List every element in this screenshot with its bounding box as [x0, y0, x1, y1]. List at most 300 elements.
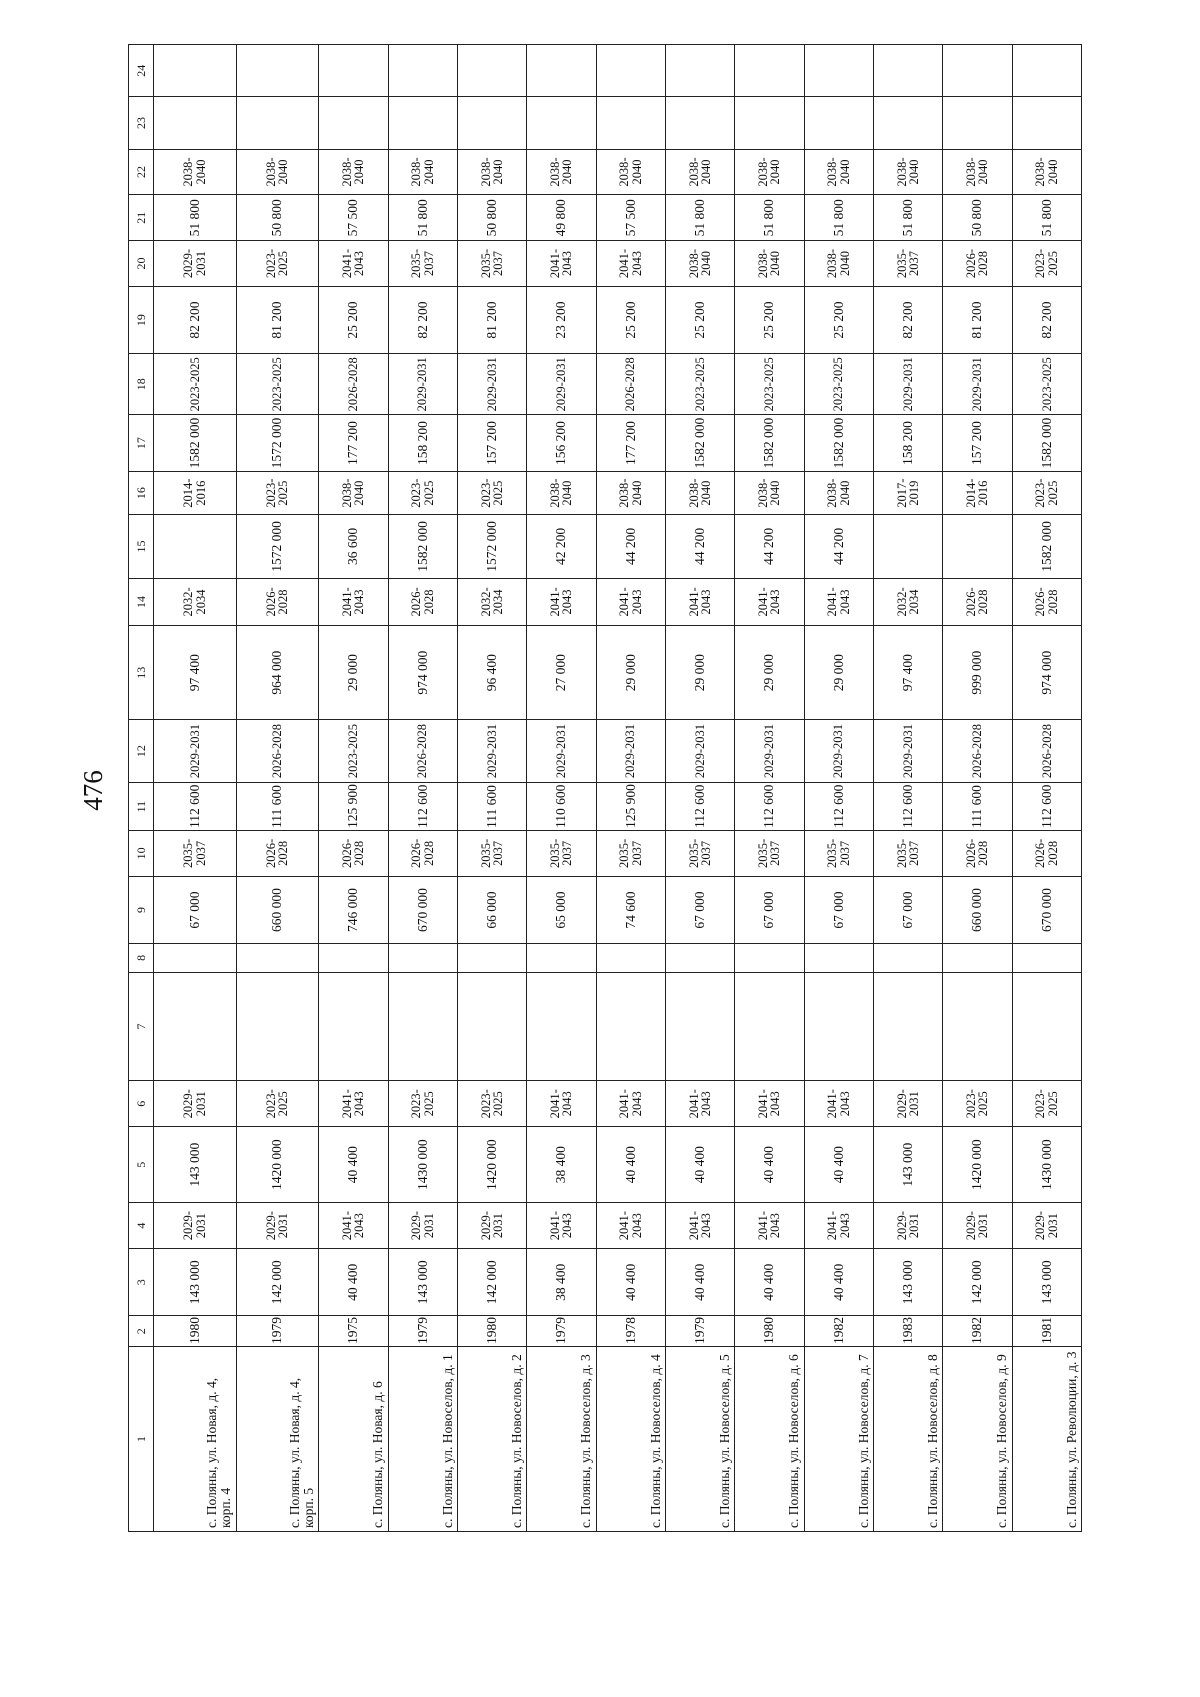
address-cell: с. Поляны, ул. Новоселов, д. 2	[457, 1346, 526, 1531]
value-cell	[388, 97, 457, 149]
period-cell: 2026-2028	[943, 241, 1012, 287]
value-cell	[527, 97, 596, 149]
value-cell: 29 000	[596, 626, 665, 720]
value-cell: 111 600	[236, 783, 319, 831]
value-cell: 143 000	[154, 1127, 237, 1203]
period-cell: 2038-2040	[735, 471, 804, 515]
address-cell: с. Поляны, ул. Новоселов, д. 4	[596, 1346, 665, 1531]
year-cell: 1982	[943, 1316, 1012, 1346]
period-cell: 2023-2025	[236, 1081, 319, 1127]
value-cell: 67 000	[154, 876, 237, 943]
period-cell: 2026-2028	[596, 354, 665, 415]
column-number-header: 8	[129, 944, 154, 972]
period-cell: 2035-2037	[154, 831, 237, 877]
value-cell	[236, 97, 319, 149]
value-cell: 143 000	[873, 1249, 942, 1316]
value-cell: 40 400	[596, 1127, 665, 1203]
value-cell: 40 400	[665, 1249, 734, 1316]
value-cell: 44 200	[596, 515, 665, 578]
period-cell: 2038-2040	[388, 149, 457, 195]
value-cell: 40 400	[735, 1249, 804, 1316]
period-cell: 2026-2028	[388, 578, 457, 626]
period-cell: 2035-2037	[735, 831, 804, 877]
value-cell	[596, 45, 665, 97]
value-cell: 51 800	[873, 195, 942, 241]
value-cell: 51 800	[735, 195, 804, 241]
period-cell: 2029-2031	[388, 1203, 457, 1249]
column-number-header: 18	[129, 354, 154, 415]
period-cell: 2038-2040	[236, 149, 319, 195]
period-cell: 2023-2025	[388, 1081, 457, 1127]
value-cell	[665, 972, 734, 1081]
value-cell	[943, 97, 1012, 149]
column-number-header: 22	[129, 149, 154, 195]
value-cell: 111 600	[457, 783, 526, 831]
value-cell: 1572 000	[236, 515, 319, 578]
value-cell	[457, 45, 526, 97]
address-cell: с. Поляны, ул. Революции, д. 3	[1012, 1346, 1081, 1531]
value-cell: 38 400	[527, 1127, 596, 1203]
value-cell	[154, 972, 237, 1081]
value-cell: 57 500	[319, 195, 388, 241]
column-number-header: 4	[129, 1203, 154, 1249]
period-cell: 2035-2037	[457, 241, 526, 287]
period-cell: 2023-2025	[804, 354, 873, 415]
address-cell: с. Поляны, ул. Новая, д. 6	[319, 1346, 388, 1531]
period-cell: 2032-2034	[154, 578, 237, 626]
value-cell: 40 400	[319, 1249, 388, 1316]
period-cell: 2041-2043	[527, 241, 596, 287]
value-cell	[388, 944, 457, 972]
period-cell: 2041-2043	[804, 1081, 873, 1127]
value-cell	[873, 515, 942, 578]
table-row	[1012, 45, 1081, 1532]
value-cell: 974 000	[388, 626, 457, 720]
period-cell: 2041-2043	[527, 1081, 596, 1127]
value-cell: 25 200	[735, 286, 804, 353]
value-cell: 40 400	[596, 1249, 665, 1316]
period-cell: 2023-2025	[236, 241, 319, 287]
period-cell: 2023-2025	[665, 354, 734, 415]
value-cell: 40 400	[319, 1127, 388, 1203]
value-cell	[154, 515, 237, 578]
value-cell: 670 000	[388, 876, 457, 943]
period-cell: 2041-2043	[804, 1203, 873, 1249]
value-cell: 82 200	[388, 286, 457, 353]
value-cell: 51 800	[154, 195, 237, 241]
value-cell	[943, 944, 1012, 972]
value-cell: 65 000	[527, 876, 596, 943]
value-cell	[388, 972, 457, 1081]
period-cell: 2035-2037	[388, 241, 457, 287]
period-cell: 2041-2043	[319, 578, 388, 626]
value-cell: 42 200	[527, 515, 596, 578]
year-cell: 1982	[804, 1316, 873, 1346]
value-cell: 44 200	[665, 515, 734, 578]
value-cell	[804, 972, 873, 1081]
value-cell: 97 400	[873, 626, 942, 720]
period-cell: 2032-2034	[873, 578, 942, 626]
column-number-header: 20	[129, 241, 154, 287]
address-cell: с. Поляны, ул. Новоселов, д. 8	[873, 1346, 942, 1531]
rotated-table-frame	[128, 44, 1082, 1532]
period-cell: 2014-2016	[154, 471, 237, 515]
address-cell: с. Поляны, ул. Новая, д. 4, корп. 4	[154, 1346, 237, 1531]
value-cell	[596, 97, 665, 149]
table-row	[596, 45, 665, 1532]
column-number-header: 2	[129, 1316, 154, 1346]
value-cell	[873, 944, 942, 972]
value-cell	[457, 97, 526, 149]
period-cell: 2035-2037	[804, 831, 873, 877]
value-cell: 112 600	[804, 783, 873, 831]
period-cell: 2029-2031	[457, 354, 526, 415]
period-cell: 2029-2031	[527, 354, 596, 415]
period-cell: 2026-2028	[943, 720, 1012, 783]
period-cell: 2023-2025	[457, 1081, 526, 1127]
column-number-header: 24	[129, 45, 154, 97]
period-cell: 2026-2028	[319, 354, 388, 415]
column-number-header: 19	[129, 286, 154, 353]
value-cell	[1012, 972, 1081, 1081]
value-cell: 110 600	[527, 783, 596, 831]
value-cell: 143 000	[1012, 1249, 1081, 1316]
value-cell: 74 600	[596, 876, 665, 943]
value-cell	[1012, 944, 1081, 972]
value-cell: 1420 000	[457, 1127, 526, 1203]
year-cell: 1979	[236, 1316, 319, 1346]
period-cell: 2041-2043	[596, 578, 665, 626]
value-cell: 29 000	[319, 626, 388, 720]
period-cell: 2038-2040	[154, 149, 237, 195]
value-cell	[804, 944, 873, 972]
period-cell: 2041-2043	[665, 1203, 734, 1249]
value-cell: 40 400	[804, 1249, 873, 1316]
value-cell	[735, 97, 804, 149]
period-cell: 2026-2028	[319, 831, 388, 877]
period-cell: 2041-2043	[319, 1203, 388, 1249]
value-cell	[665, 944, 734, 972]
value-cell: 25 200	[596, 286, 665, 353]
value-cell	[943, 515, 1012, 578]
period-cell: 2038-2040	[596, 471, 665, 515]
value-cell: 57 500	[596, 195, 665, 241]
value-cell: 67 000	[804, 876, 873, 943]
value-cell: 156 200	[527, 415, 596, 472]
period-cell: 2035-2037	[665, 831, 734, 877]
value-cell: 143 000	[873, 1127, 942, 1203]
value-cell	[665, 97, 734, 149]
table-row	[804, 45, 873, 1532]
period-cell: 2035-2037	[873, 831, 942, 877]
period-cell: 2038-2040	[319, 471, 388, 515]
period-cell: 2038-2040	[804, 471, 873, 515]
value-cell: 660 000	[943, 876, 1012, 943]
value-cell: 142 000	[236, 1249, 319, 1316]
value-cell: 50 800	[236, 195, 319, 241]
period-cell: 2023-2025	[943, 1081, 1012, 1127]
value-cell	[665, 45, 734, 97]
value-cell: 40 400	[804, 1127, 873, 1203]
year-cell: 1975	[319, 1316, 388, 1346]
value-cell: 1582 000	[1012, 415, 1081, 472]
value-cell	[527, 944, 596, 972]
period-cell: 2029-2031	[943, 1203, 1012, 1249]
period-cell: 2038-2040	[596, 149, 665, 195]
value-cell: 974 000	[1012, 626, 1081, 720]
table-container	[128, 44, 1082, 1532]
table-row	[236, 45, 319, 1532]
value-cell	[319, 45, 388, 97]
year-cell: 1978	[596, 1316, 665, 1346]
period-cell: 2038-2040	[665, 241, 734, 287]
value-cell	[154, 45, 237, 97]
value-cell: 67 000	[735, 876, 804, 943]
value-cell: 660 000	[236, 876, 319, 943]
value-cell	[873, 972, 942, 1081]
value-cell: 999 000	[943, 626, 1012, 720]
value-cell	[873, 97, 942, 149]
value-cell	[596, 972, 665, 1081]
period-cell: 2023-2025	[1012, 354, 1081, 415]
period-cell: 2041-2043	[665, 1081, 734, 1127]
value-cell: 1420 000	[943, 1127, 1012, 1203]
table-row	[873, 45, 942, 1532]
value-cell: 1572 000	[236, 415, 319, 472]
period-cell: 2029-2031	[665, 720, 734, 783]
value-cell: 1572 000	[457, 515, 526, 578]
period-cell: 2041-2043	[319, 241, 388, 287]
value-cell: 158 200	[873, 415, 942, 472]
year-cell: 1981	[1012, 1316, 1081, 1346]
value-cell	[527, 45, 596, 97]
value-cell	[319, 944, 388, 972]
period-cell: 2041-2043	[527, 578, 596, 626]
period-cell: 2041-2043	[319, 1081, 388, 1127]
year-cell: 1980	[154, 1316, 237, 1346]
period-cell: 2029-2031	[388, 354, 457, 415]
period-cell: 2038-2040	[1012, 149, 1081, 195]
period-cell: 2038-2040	[457, 149, 526, 195]
column-number-header: 23	[129, 97, 154, 149]
address-cell: с. Поляны, ул. Новоселов, д. 6	[735, 1346, 804, 1531]
value-cell: 157 200	[943, 415, 1012, 472]
period-cell: 2029-2031	[527, 720, 596, 783]
value-cell: 96 400	[457, 626, 526, 720]
value-cell: 51 800	[665, 195, 734, 241]
value-cell: 25 200	[319, 286, 388, 353]
period-cell: 2041-2043	[527, 1203, 596, 1249]
period-cell: 2041-2043	[665, 578, 734, 626]
period-cell: 2029-2031	[735, 720, 804, 783]
period-cell: 2038-2040	[319, 149, 388, 195]
period-cell: 2029-2031	[873, 1081, 942, 1127]
period-cell: 2035-2037	[457, 831, 526, 877]
table-row	[388, 45, 457, 1532]
value-cell: 51 800	[804, 195, 873, 241]
period-cell: 2026-2028	[388, 831, 457, 877]
period-cell: 2023-2025	[735, 354, 804, 415]
period-cell: 2038-2040	[665, 149, 734, 195]
value-cell: 44 200	[804, 515, 873, 578]
value-cell: 112 600	[388, 783, 457, 831]
value-cell: 157 200	[457, 415, 526, 472]
value-cell: 158 200	[388, 415, 457, 472]
period-cell: 2026-2028	[1012, 720, 1081, 783]
value-cell: 25 200	[804, 286, 873, 353]
period-cell: 2026-2028	[1012, 578, 1081, 626]
value-cell: 1582 000	[735, 415, 804, 472]
period-cell: 2038-2040	[735, 149, 804, 195]
period-cell: 2038-2040	[943, 149, 1012, 195]
table-row	[527, 45, 596, 1532]
period-cell: 2023-2025	[236, 471, 319, 515]
value-cell: 112 600	[665, 783, 734, 831]
value-cell: 50 800	[943, 195, 1012, 241]
value-cell: 29 000	[804, 626, 873, 720]
period-cell: 2023-2025	[1012, 471, 1081, 515]
year-cell: 1979	[665, 1316, 734, 1346]
value-cell: 66 000	[457, 876, 526, 943]
period-cell: 2023-2025	[1012, 241, 1081, 287]
value-cell	[527, 972, 596, 1081]
period-cell: 2038-2040	[804, 241, 873, 287]
value-cell: 1582 000	[154, 415, 237, 472]
column-number-header: 16	[129, 471, 154, 515]
value-cell: 51 800	[1012, 195, 1081, 241]
address-cell: с. Поляны, ул. Новоселов, д. 9	[943, 1346, 1012, 1531]
period-cell: 2026-2028	[943, 831, 1012, 877]
value-cell: 38 400	[527, 1249, 596, 1316]
period-cell: 2041-2043	[735, 1081, 804, 1127]
value-cell	[154, 944, 237, 972]
column-number-header: 3	[129, 1249, 154, 1316]
value-cell: 142 000	[943, 1249, 1012, 1316]
address-cell: с. Поляны, ул. Новоселов, д. 7	[804, 1346, 873, 1531]
column-number-header: 5	[129, 1127, 154, 1203]
period-cell: 2041-2043	[735, 1203, 804, 1249]
value-cell: 27 000	[527, 626, 596, 720]
value-cell: 177 200	[319, 415, 388, 472]
year-cell: 1980	[735, 1316, 804, 1346]
value-cell: 177 200	[596, 415, 665, 472]
period-cell: 2038-2040	[527, 471, 596, 515]
value-cell: 40 400	[665, 1127, 734, 1203]
column-number-header: 15	[129, 515, 154, 578]
table-row	[319, 45, 388, 1532]
value-cell	[735, 944, 804, 972]
value-cell: 112 600	[735, 783, 804, 831]
value-cell: 1582 000	[388, 515, 457, 578]
table-row	[665, 45, 734, 1532]
value-cell: 44 200	[735, 515, 804, 578]
page-number	[73, 760, 113, 820]
period-cell: 2029-2031	[873, 720, 942, 783]
value-cell: 125 900	[319, 783, 388, 831]
period-cell: 2026-2028	[236, 831, 319, 877]
period-cell: 2017-2019	[873, 471, 942, 515]
address-cell: с. Поляны, ул. Новоселов, д. 5	[665, 1346, 734, 1531]
period-cell: 2026-2028	[943, 578, 1012, 626]
year-cell: 1979	[388, 1316, 457, 1346]
period-cell: 2023-2025	[319, 720, 388, 783]
value-cell	[154, 97, 237, 149]
table-body	[154, 45, 1082, 1532]
period-cell: 2026-2028	[236, 720, 319, 783]
table-row	[154, 45, 237, 1532]
value-cell: 25 200	[665, 286, 734, 353]
value-cell: 111 600	[943, 783, 1012, 831]
period-cell: 2029-2031	[457, 720, 526, 783]
value-cell: 142 000	[457, 1249, 526, 1316]
period-cell: 2035-2037	[596, 831, 665, 877]
period-cell: 2029-2031	[873, 354, 942, 415]
value-cell: 81 200	[236, 286, 319, 353]
year-cell: 1983	[873, 1316, 942, 1346]
period-cell: 2023-2025	[1012, 1081, 1081, 1127]
period-cell: 2032-2034	[457, 578, 526, 626]
value-cell	[943, 972, 1012, 1081]
period-cell: 2026-2028	[388, 720, 457, 783]
value-cell	[319, 972, 388, 1081]
value-cell: 36 600	[319, 515, 388, 578]
value-cell: 670 000	[1012, 876, 1081, 943]
column-number-header: 1	[129, 1346, 154, 1531]
value-cell: 81 200	[943, 286, 1012, 353]
value-cell: 49 800	[527, 195, 596, 241]
value-cell: 143 000	[154, 1249, 237, 1316]
period-cell: 2041-2043	[596, 1081, 665, 1127]
table-row	[735, 45, 804, 1532]
value-cell	[388, 45, 457, 97]
value-cell: 97 400	[154, 626, 237, 720]
value-cell	[943, 45, 1012, 97]
table-row	[943, 45, 1012, 1532]
address-cell: с. Поляны, ул. Новоселов, д. 3	[527, 1346, 596, 1531]
period-cell: 2029-2031	[236, 1203, 319, 1249]
column-number-header: 21	[129, 195, 154, 241]
period-cell: 2023-2025	[236, 354, 319, 415]
value-cell: 81 200	[457, 286, 526, 353]
value-cell: 51 800	[388, 195, 457, 241]
period-cell: 2029-2031	[873, 1203, 942, 1249]
period-cell: 2038-2040	[527, 149, 596, 195]
value-cell: 23 200	[527, 286, 596, 353]
value-cell	[1012, 45, 1081, 97]
period-cell: 2029-2031	[804, 720, 873, 783]
value-cell	[873, 45, 942, 97]
value-cell: 67 000	[873, 876, 942, 943]
value-cell	[236, 45, 319, 97]
value-cell: 1430 000	[388, 1127, 457, 1203]
value-cell: 29 000	[735, 626, 804, 720]
housing-repair-schedule-table	[128, 44, 1082, 1532]
column-number-header: 13	[129, 626, 154, 720]
period-cell: 2023-2025	[154, 354, 237, 415]
value-cell	[735, 972, 804, 1081]
page-number-text: 476	[77, 769, 108, 811]
value-cell: 112 600	[873, 783, 942, 831]
period-cell: 2029-2031	[596, 720, 665, 783]
year-cell: 1980	[457, 1316, 526, 1346]
value-cell	[236, 972, 319, 1081]
period-cell: 2014-2016	[943, 471, 1012, 515]
value-cell: 112 600	[154, 783, 237, 831]
period-cell: 2029-2031	[154, 241, 237, 287]
period-cell: 2038-2040	[873, 149, 942, 195]
column-number-header: 12	[129, 720, 154, 783]
column-number-header: 7	[129, 972, 154, 1081]
